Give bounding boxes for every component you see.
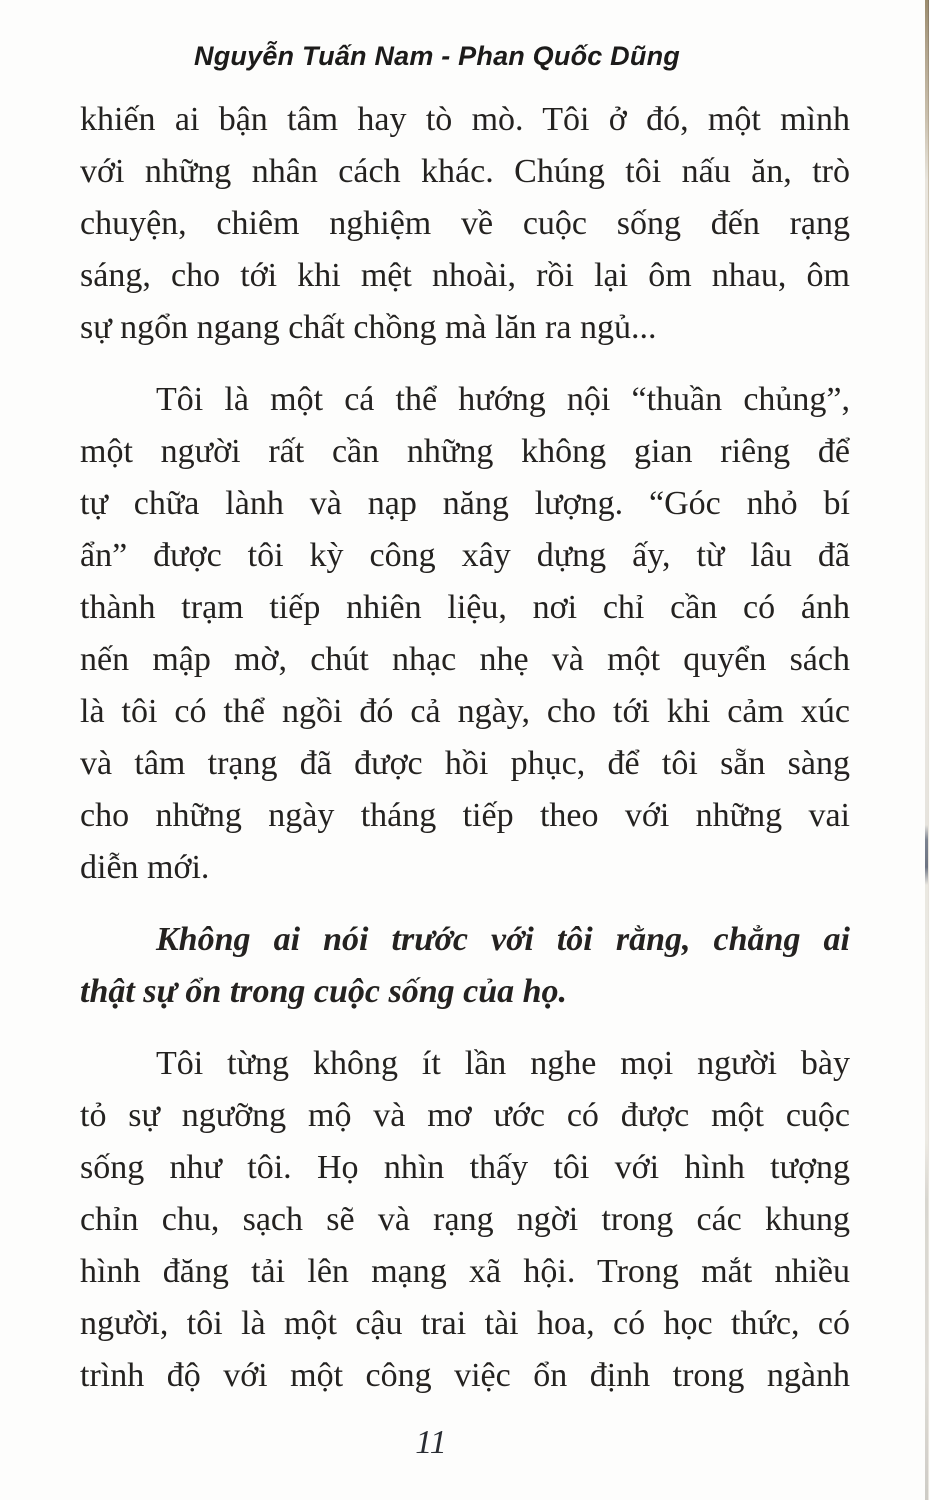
text-line: sáng, cho tới khi mệt nhoài, rồi lại ôm nhau, ôm (80, 257, 850, 294)
text-line: Không ai nói trước với tôi rằng, chẳng ai (156, 921, 850, 958)
text-line: diễn mới. (80, 849, 210, 886)
paragraph-3 (80, 914, 850, 1018)
text-line: Tôi từng không ít lần nghe mọi người bày (156, 1045, 850, 1082)
running-header: Nguyễn Tuấn Nam - Phan Quốc Dũng (194, 41, 680, 71)
text-line: khiến ai bận tâm hay tò mò. Tôi ở đó, một mình (80, 101, 850, 138)
paragraph-2 (80, 374, 850, 894)
text-line: cho những ngày tháng tiếp theo với những vai (80, 797, 850, 834)
text-line: người, tôi là một cậu trai tài hoa, có học thức, có (80, 1305, 850, 1342)
text-line: thành trạm tiếp nhiên liệu, nơi chỉ cần có ánh (80, 589, 850, 626)
text-line: ẩn” được tôi kỳ công xây dựng ấy, từ lâu đã (80, 537, 850, 574)
paragraph-1 (80, 94, 850, 354)
text-line: là tôi có thể ngồi đó cả ngày, cho tới khi cảm xúc (80, 693, 850, 730)
text-line: trình độ với một công việc ổn định trong ngành (80, 1357, 850, 1394)
scan-edge-artifact (925, 0, 929, 1500)
text-line: tự chữa lành và nạp năng lượng. “Góc nhỏ bí (80, 485, 850, 522)
text-line: một người rất cần những không gian riêng để (80, 433, 850, 470)
text-line: hình đăng tải lên mạng xã hội. Trong mắt nhiều (80, 1253, 850, 1290)
text-line: thật sự ổn trong cuộc sống của họ. (80, 973, 568, 1010)
text-line: và tâm trạng đã được hồi phục, để tôi sẵn sàng (80, 745, 850, 782)
text-line: nến mập mờ, chút nhạc nhẹ và một quyển sách (80, 641, 850, 678)
paragraph-4 (80, 1038, 850, 1402)
text-line: sự ngổn ngang chất chồng mà lăn ra ngủ... (80, 309, 657, 346)
text-line: Tôi là một cá thể hướng nội “thuần chủng”, (156, 381, 850, 418)
text-line: sống như tôi. Họ nhìn thấy tôi với hình tượng (80, 1149, 850, 1186)
text-line: chỉn chu, sạch sẽ và rạng ngời trong các khung (80, 1201, 850, 1238)
scan-edge-line (928, 0, 929, 1500)
text-line: tỏ sự ngưỡng mộ và mơ ước có được một cuộc (80, 1097, 850, 1134)
text-line: với những nhân cách khác. Chúng tôi nấu ăn, trò (80, 153, 850, 190)
text-line: chuyện, chiêm nghiệm về cuộc sống đến rạng (80, 205, 850, 242)
page-body (80, 94, 850, 1402)
page-number: 11 (415, 1424, 447, 1461)
